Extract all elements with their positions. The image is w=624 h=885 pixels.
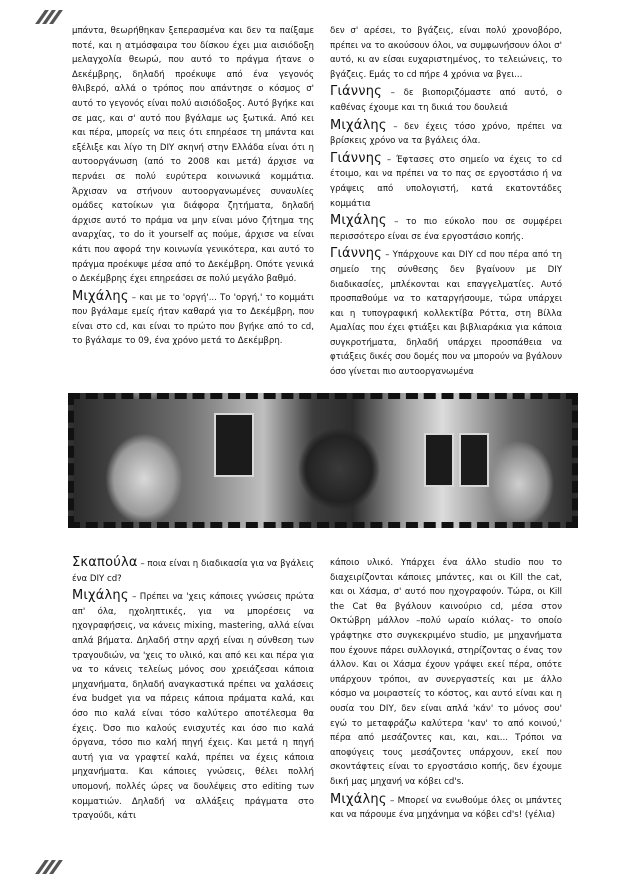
paragraph-text: κάποιο υλικό. Υπάρχει ένα άλλο studio που το διαχειρίζονται κάποιες μπάντες, και οι Kill the cat, και οι Χάσμα, σ' αυτό που ηχογραφούν. Τώρα, οι Kill the Cat θα βγάλουν καινούριο cd, μέσα στον Οκτώβρη μάλλον –πολύ ωραίο κιόλας- το οποίο γράφτηκε στο συγκεκριμένο studio, με μηχανήματα που έχουνε πάρει συλλογικά, στηρίζοντας ο ένας τον άλλον. Και οι Χάσμα έχουν γράψει εκεί πέρα, οπότε υπάρχουν τρόποι, αν συνεργαστείς και με άλλο κόσμο να μοιραστείς το κόστος, και αυτό είναι και η ουσία του DIY, δεν είναι απλά 'κάν' το μόνος σου' εγώ το μεταφράζω καλύτερα 'καν' το από κοινού,' πέρα από μεσάζοντες και, και, και... Τρόποι να αποφύγεις τους μεσάζοντες υπάρχουν, εκεί που σκοντάφτεις είναι το εργοστάσιο κοπής, δεν έχουμε δική μας μηχανή να κόβει cd's.	[330, 558, 562, 787]
paragraph	[72, 556, 314, 586]
paragraph	[72, 24, 314, 287]
speaker-name: Μιχάλης	[330, 213, 387, 229]
corner-slash-mark	[35, 860, 67, 874]
photo-window	[214, 413, 254, 477]
paragraph	[330, 119, 562, 149]
paragraph-text: – και με το 'οργή'... Το 'οργή,' το κομμάτι που βγάλαμε εμείς ήταν καθαρά για το Δεκέμβρη, που είναι στο cd, και είναι το πρώτο που βγήκε από το cd, το βγάλαμε το 09, ένα χρόνο μετά το Δεκέμβρη.	[72, 292, 314, 347]
text-column-top-left	[72, 24, 314, 352]
paragraph-text: μπάντα, θεωρήθηκαν ξεπερασμένα και δεν τα παίξαμε ποτέ, και η ατμόσφαιρα του δίσκου έχει μια αισιόδοξη μελαγχολία θεωρώ, που αυτό το πράγμα ήτανε ο Δεκέμβρης, δηλαδή προέκυψε από ένα γεγονός θλιβερό, αλλά ο τρόπος που απάντησε ο κόσμος σ' αυτό το γεγονός είναι πολύ αισιόδοξος. Αυτό βγήκε και σε μας, και σ' αυτό που βγάλαμε ως ξωτικά. Από κει και πέρα, μπορείς να πεις ότι επηρέασε τη μπάντα και εξέλιξε και λίγο τη DIY σκηνή στην Ελλάδα είναι ότι η αυτοοργάνωση (από το 2008 και μετά) άρχισε να περνάει σε πολύ ευρύτερα κοινωνικά κομμάτια. Άρχισαν να στήνουν αυτοοργανωμένες συναυλίες ομάδες κατοίκων για διάφορα ζητήματα, δηλαδή άρχισε αυτό το πράμα να μην είναι μόνο ζήτημα της αναρχίας, το do it yourself ας πούμε, άρχισε να είναι κάτι που αφορά την κοινωνία γενικότερα, και αυτό το πράγμα προέκυψε μέσα από το Δεκέμβρη. Οπότε γενικά ο Δεκέμβρης έχει επηρεάσει σε πολύ μεγάλο βαθμό.	[72, 26, 314, 285]
text-column-bottom-right	[330, 556, 562, 826]
paragraph	[72, 290, 314, 349]
paragraph-text: δεν σ' αρέσει, το βγάζεις, είναι πολύ χρονοβόρο, πρέπει να το ακούσουν όλοι, να συμφωνήσουν όλοι σ' αυτό, κι αν είσαι ευχαριστημένος, το τελειώνεις, το βγάζεις. Εμάς το cd πήρε 4 χρόνια να βγει...	[330, 26, 562, 80]
photo-strip	[68, 393, 578, 528]
paragraph	[330, 793, 562, 823]
text-column-bottom-left	[72, 556, 314, 827]
paragraph-text: – Έφτασες στο σημείο να έχεις το cd έτοιμο, και να πρέπει να το πας σε εργοστάσιο ή να γράψεις από υπολογιστή, κατά εκατοντάδες κομμάτια	[330, 154, 562, 209]
speaker-name: Μιχάλης	[72, 288, 129, 304]
paragraph-text: – το πιο εύκολο που σε συμφέρει περισσότερο είναι σε ένα εργοστάσιο κοπής.	[330, 217, 562, 242]
paragraph	[330, 85, 562, 115]
paragraph	[330, 247, 562, 379]
photo-window	[459, 433, 489, 487]
speaker-name: Μιχάλης	[330, 117, 387, 133]
speaker-name: Γιάννης	[330, 246, 383, 262]
paragraph	[330, 152, 562, 211]
paragraph-text: – δε βιοποριζόμαστε από αυτό, ο καθένας έχουμε και τη δικιά του δουλειά	[330, 88, 562, 113]
speaker-name: Γιάννης	[330, 84, 383, 100]
paragraph-text: – Πρέπει να 'χεις κάποιες γνώσεις πρώτα απ' όλα, ηχοληπτικές, για να μπορέσεις να ηχογραφήσεις, να κάνεις mixing, mastering, αλλά είναι απλά βήματα. Δηλαδή στην αρχή είναι η σύνθεση των τραγουδιών, να 'χεις το υλικό, και από κει και πέρα για να το κάνεις τελείως μόνος σου χρειάζεσαι κάποια μηχανήματα, δηλαδή αναγκαστικά πρέπει να χαλάσεις ένα budget για να πάρεις κάποια πράματα καλά, και όσο πιο καλά είναι τόσο καλύτερο αποτέλεσμα θα έχεις. Όσο πιο καλούς ενισχυτές και όσο πιο καλά όργανα, τόσο πιο καλή πηγή έχεις. Και μετά η πηγή αυτή για να γραφτεί καλά, πρέπει να έχεις κάποια μηχανήματα. Και κάποιες γνώσεις, θέλει πολλή υπομονή, πολλές ώρες να δουλέψεις στο editing των κομματιών. Δηλαδή να αλλάξεις πράγματα στο τραγούδι, κάτι	[72, 592, 314, 822]
paragraph	[330, 214, 562, 244]
paragraph	[330, 24, 562, 82]
corner-slash-mark	[35, 10, 67, 24]
paragraph-text: – δεν έχεις τόσο χρόνο, πρέπει να βρίσκεις χρόνο να τα βγάλεις όλα.	[330, 121, 562, 147]
paragraph	[72, 589, 314, 824]
paragraph-text: – Μπορεί να ενωθούμε όλες οι μπάντες και να πάρουμε ένα μηχάνημα να κόβει cd's! (γέλια)	[330, 795, 562, 821]
speaker-name: Μιχάλης	[330, 791, 387, 807]
paragraph-text: – ποια είναι η διαδικασία για να βγάλεις ένα DIY cd?	[72, 559, 314, 584]
speaker-name: Μιχάλης	[72, 588, 129, 604]
text-column-top-right	[330, 24, 562, 383]
speaker-name: Σκαπούλα	[72, 555, 138, 570]
paragraph-text: – Υπάρχουνε και DIY cd που πέρα από τη σημείο της σύνθεσης δεν βγαίνουν με DIY διαδικασίες, μπλέκονται και επαγγελματίες. Αυτό προσπαθούμε να το καταργήσουμε, τώρα υπάρχει και η τυπογραφική κολλεκτίβα Ρόττα, στη Βίλλα Αμαλίας που έχει φτιάξει και βιβλιαράκια για κάποια συγκροτήματα, δηλαδή υπάρχει προσπάθεια να φτιάξεις δικές σου δομές που να μπορούν να βγάλουν όσο γίνεται πιο αυτοοργανωμένα	[330, 250, 562, 378]
paragraph	[330, 556, 562, 790]
speaker-name: Γιάννης	[330, 150, 383, 166]
photo-window	[424, 433, 454, 487]
